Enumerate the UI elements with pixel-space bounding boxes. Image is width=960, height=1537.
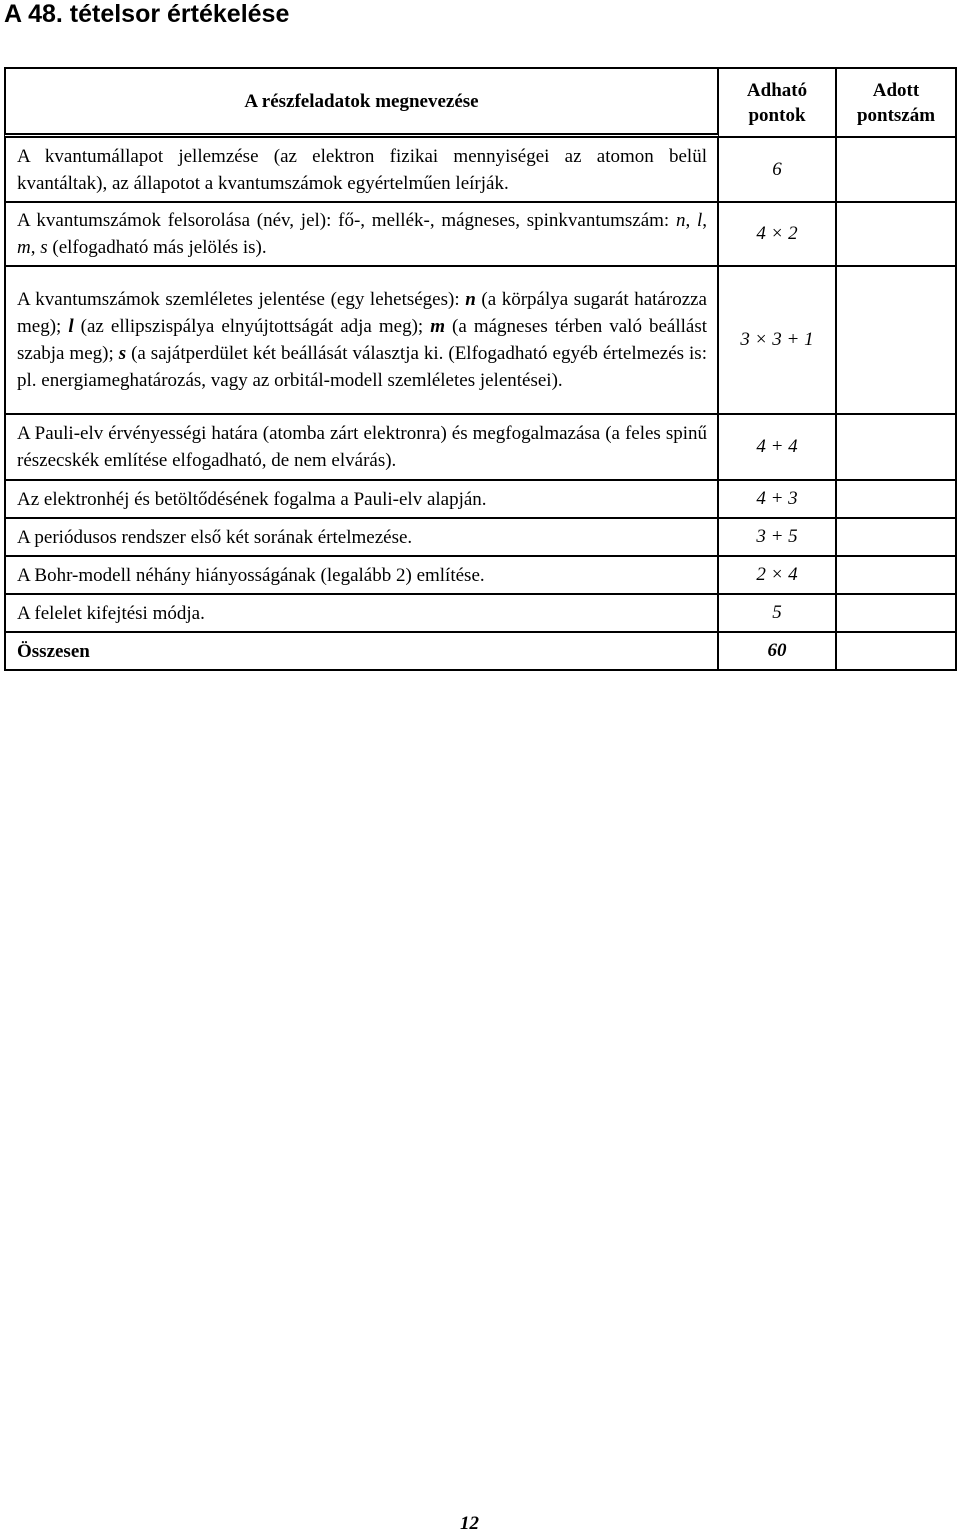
desc-text: A kvantumszámok szemléletes jelentése (egy lehetséges):: [17, 289, 466, 310]
total-given-points-cell[interactable]: [837, 633, 957, 671]
symbol-m: m: [430, 316, 446, 337]
given-points-cell[interactable]: [837, 595, 957, 633]
available-points: 5: [719, 595, 837, 633]
desc-text: (a mágneses térben való beállást szabja meg);: [17, 316, 708, 364]
desc-sep: ,: [685, 210, 697, 231]
table-row: [4, 267, 957, 415]
task-description: A Pauli-elv érvényességi határa (atomba zárt elektronra) és megfogalmazása (a feles spinű részecskék említése elfogadható, de nem elvárás).: [4, 415, 719, 481]
available-points: 4 × 2: [719, 203, 837, 267]
given-points-cell[interactable]: [837, 267, 957, 415]
task-description: A Bohr-modell néhány hiányosságának (legalább 2) említése.: [4, 557, 719, 595]
desc-text: (az ellipszispálya elnyújtottságát adja meg);: [73, 316, 431, 337]
symbol-l: l: [696, 210, 703, 231]
header-available-points-line1: Adható: [746, 79, 808, 101]
header-given-points: [837, 67, 957, 138]
given-points-cell[interactable]: [837, 557, 957, 595]
available-points: 6: [719, 138, 837, 203]
given-points-cell[interactable]: [837, 203, 957, 267]
task-description: [4, 267, 719, 415]
table-row: [4, 203, 957, 267]
desc-text: (elfogadható más jelölés is).: [47, 237, 267, 258]
symbol-n: n: [675, 210, 686, 231]
given-points-cell[interactable]: [837, 138, 957, 203]
desc-text: (a körpálya sugarát határozza meg);: [17, 289, 707, 337]
header-task-name: A részfeladatok megnevezése: [4, 67, 719, 138]
desc-sep: ,: [30, 237, 41, 258]
evaluation-table: [4, 67, 957, 671]
table-row: [4, 138, 957, 203]
table-row: [4, 415, 957, 481]
task-description: Az elektronhéj és betöltődésének fogalma a Pauli-elv alapján.: [4, 481, 719, 519]
table-row: [4, 481, 957, 519]
given-points-cell[interactable]: [837, 481, 957, 519]
total-label: Összesen: [4, 633, 719, 671]
symbol-s: s: [40, 237, 48, 258]
table-row: [4, 557, 957, 595]
desc-sep: ,: [702, 210, 707, 231]
task-description: [4, 203, 719, 267]
table-row: [4, 519, 957, 557]
total-row: [4, 633, 957, 671]
desc-text: (a sajátperdület két beállását választja ki. (Elfogadható egyéb értelmezés is: pl. energiameghatározás, vagy az orbitál-modell szemléletes jelentései).: [17, 343, 707, 391]
header-given-points-line2: pontszám: [856, 104, 936, 126]
header-given-points-line1: Adott: [872, 79, 920, 101]
task-description: A kvantumállapot jellemzése (az elektron fizikai mennyiségei az atomon belül kvantáltak), az állapotot a kvantumszámok egyértelműen leírják.: [4, 138, 719, 203]
given-points-cell[interactable]: [837, 415, 957, 481]
symbol-n: n: [465, 289, 476, 310]
task-description: A felelet kifejtési módja.: [4, 595, 719, 633]
table-row: [4, 595, 957, 633]
page-number: 12: [460, 1513, 479, 1534]
symbol-l: l: [68, 316, 74, 337]
header-available-points: [719, 67, 837, 138]
given-points-cell[interactable]: [837, 519, 957, 557]
symbol-m: m: [17, 237, 31, 258]
total-available-points: 60: [719, 633, 837, 671]
table-header-row: [4, 67, 957, 138]
desc-text: A kvantumszámok felsorolása (név, jel): fő-, mellék-, mágneses, spinkvantumszám:: [17, 210, 676, 231]
available-points: 3 × 3 + 1: [719, 267, 837, 415]
page-title: A 48. tételsor értékelése: [4, 0, 290, 28]
header-available-points-line2: pontok: [748, 104, 806, 126]
symbol-s: s: [118, 343, 127, 364]
available-points: 4 + 3: [719, 481, 837, 519]
task-description: A periódusos rendszer első két sorának értelmezése.: [4, 519, 719, 557]
available-points: 3 + 5: [719, 519, 837, 557]
available-points: 2 × 4: [719, 557, 837, 595]
available-points: 4 + 4: [719, 415, 837, 481]
